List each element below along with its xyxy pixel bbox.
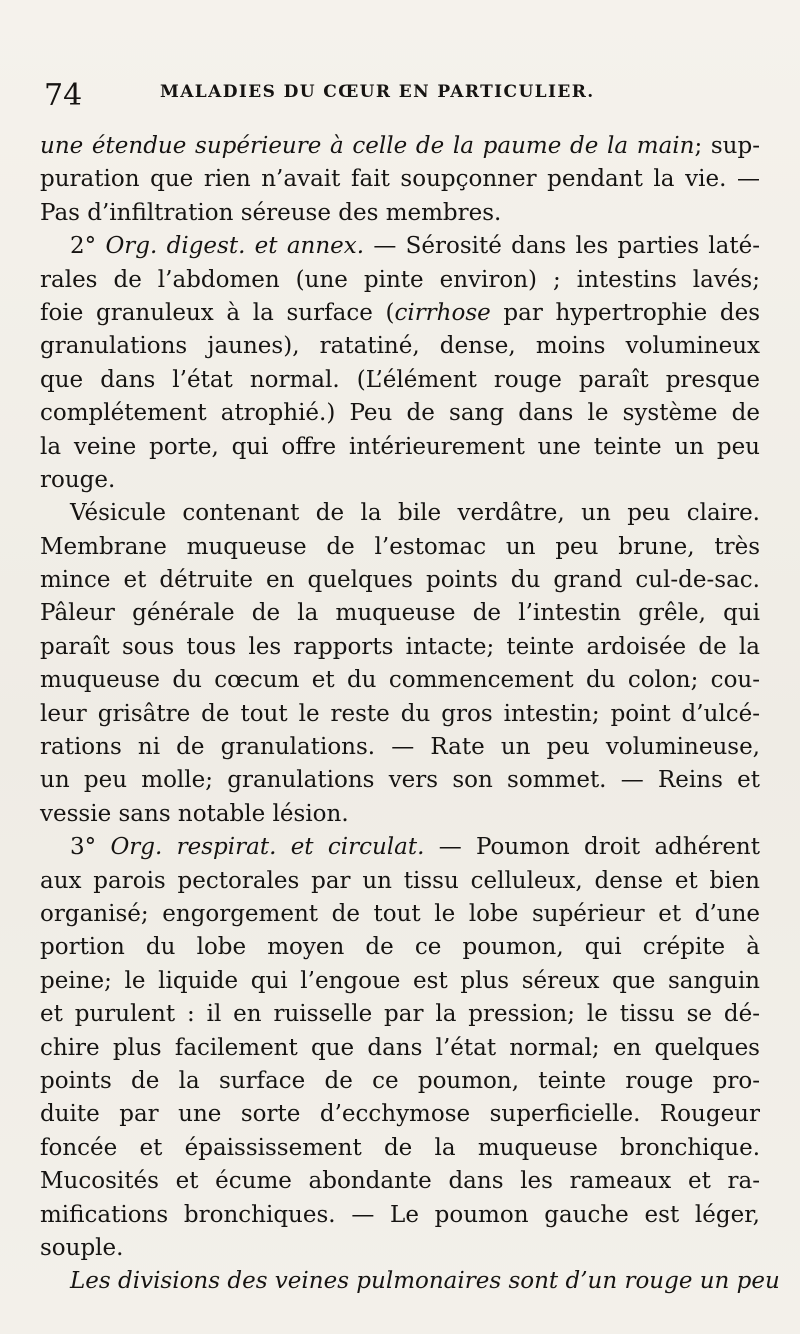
text-line: la veine porte, qui offre intérieurement une teinte un peu	[40, 433, 760, 460]
text-line: rouge.	[40, 466, 116, 493]
text-line: chire plus facilement que dans l’état normal; en quelques	[40, 1034, 760, 1061]
running-head: MALADIES DU CŒUR EN PARTICULIER.	[160, 82, 595, 102]
text-line: que dans l’état normal. (L’élément rouge paraît presque	[40, 366, 760, 393]
text-line: points de la surface de ce poumon, teinte rouge pro-	[40, 1067, 760, 1094]
text-line: Membrane muqueuse de l’estomac un peu brune, très	[40, 533, 760, 560]
text-line: rations ni de granulations. — Rate un peu volumineuse,	[40, 734, 760, 761]
text-line: Pâleur générale de la muqueuse de l’intestin grêle, qui	[40, 600, 760, 627]
text-line: un peu molle; granulations vers son sommet. — Reins et	[40, 767, 760, 794]
text-line: puration que rien n’avait fait soupçonner pendant la vie. —	[40, 166, 760, 193]
body-text	[40, 130, 780, 1299]
text-line: une étendue supérieure à celle de la paume de la main; sup-	[40, 133, 760, 159]
text-line: leur grisâtre de tout le reste du gros intestin; point d’ulcé-	[40, 700, 760, 727]
text-line: mifications bronchiques. — Le poumon gauche est léger,	[40, 1201, 760, 1228]
text-line: aux parois pectorales par un tissu celluleux, dense et bien	[40, 867, 760, 894]
page-header	[44, 76, 764, 116]
text-line: 3° Org. respirat. et circulat. — Poumon droit adhérent	[70, 834, 760, 861]
text-line: Vésicule contenant de la bile verdâtre, un peu claire.	[70, 500, 760, 527]
text-line: complétement atrophié.) Peu de sang dans le système de	[40, 400, 760, 427]
text-line: vessie sans notable lésion.	[40, 800, 349, 827]
text-line: peine; le liquide qui l’engoue est plus séreux que sanguin	[40, 967, 760, 994]
text-line: et purulent : il en ruisselle par la pression; le tissu se dé-	[40, 1001, 760, 1028]
page-number: 74	[44, 78, 83, 113]
text-line: duite par une sorte d’ecchymose superficielle. Rougeur	[40, 1101, 760, 1128]
text-line: paraît sous tous les rapports intacte; teinte ardoisée de la	[40, 633, 760, 660]
text-line: muqueuse du cœcum et du commencement du colon; cou-	[40, 667, 760, 694]
text-line: Les divisions des veines pulmonaires sont d’un rouge un peu	[70, 1268, 780, 1295]
text-line: organisé; engorgement de tout le lobe supérieur et d’une	[40, 900, 760, 927]
text-line: souple.	[40, 1234, 124, 1261]
text-line: foie granuleux à la surface (cirrhose par hypertrophie des	[40, 299, 760, 326]
text-line: rales de l’abdomen (une pinte environ) ; intestins lavés;	[40, 266, 760, 293]
text-line: mince et détruite en quelques points du grand cul-de-sac.	[40, 567, 760, 594]
text-line: Mucosités et écume abondante dans les rameaux et ra-	[40, 1168, 760, 1195]
text-line: portion du lobe moyen de ce poumon, qui crépite à	[40, 934, 760, 961]
text-line: Pas d’infiltration séreuse des membres.	[40, 199, 502, 226]
text-line: granulations jaunes), ratatiné, dense, moins volumineux	[40, 333, 760, 360]
text-line: foncée et épaississement de la muqueuse bronchique.	[40, 1134, 760, 1161]
text-line: 2° Org. digest. et annex. — Sérosité dans les parties laté-	[70, 233, 760, 260]
